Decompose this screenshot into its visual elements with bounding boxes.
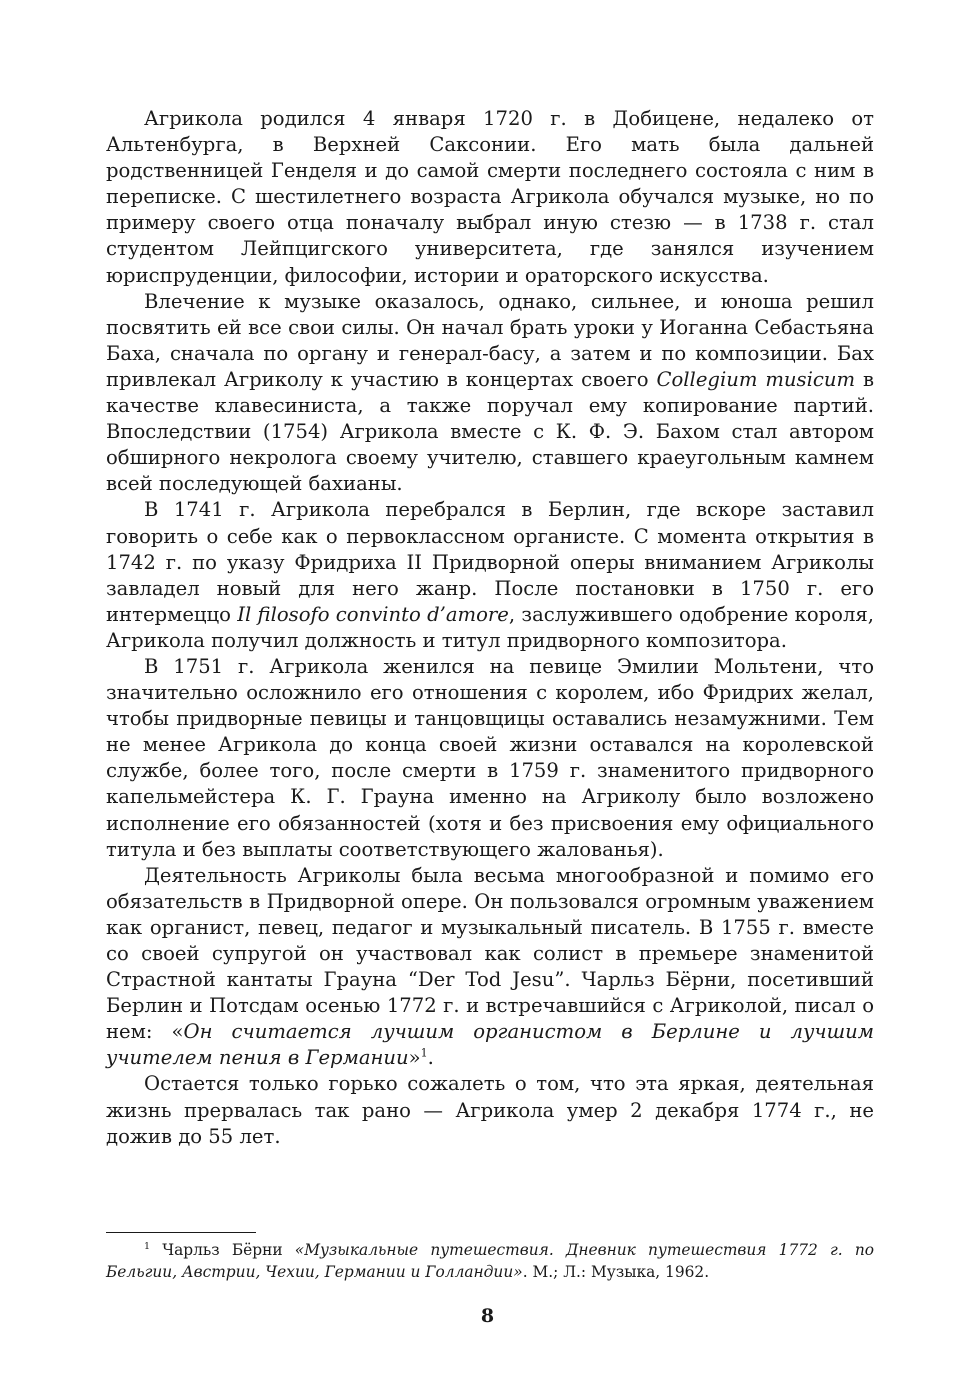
footnote-imprint: . М.; Л.: Музыка, 1962.: [522, 1262, 710, 1281]
p5-text-before: Деятельность Агриколы была весьма многообразной и помимо его обязательств в Придворной опере. Он пользовался огромным уважением как органист, певец, педагог и музыкальный писатель. В 1755 г. вместе со своей супругой он участвовал как солист в премьере знаменитой Страстной кантаты Грауна “Der Tod Jesu”. Чарльз Бёрни, посетивший Берлин и Потсдам осенью 1772 г. и встречавшийся с Агриколой, писал о нем: «: [106, 863, 874, 1044]
paragraph-marriage: В 1751 г. Агрикола женился на певице Эмилии Мольтени, что значительно осложнило его отношения с королем, ибо Фридрих желал, чтобы придворные певицы и танцовщицы оставались незамужними. Тем не менее Агрикола до конца своей жизни оставался на королевской службе, более того, после смерти в 1759 г. знаменитого придворного капельмейстера К. Г. Грауна именно на Агриколу было возложено исполнение его обязанностей (хотя и без присвоения ему официального титула и без выплаты соответствующего жалованья).: [106, 654, 874, 861]
p5-italic-quote: Он считается лучшим органистом в Берлине и лучшим учителем пения в Германии: [106, 1020, 875, 1070]
p3-text-after: , заслужившего одобрение короля, Агрикола получил должность и титул придворного композитора.: [106, 602, 874, 652]
paragraph-berlin: [106, 497, 874, 654]
paragraph-death: Остается только горько сожалеть о том, что эта яркая, деятельная жизнь прервалась так рано — Агрикола умер 2 декабря 1774 г., не дожив до 55 лет.: [106, 1072, 874, 1148]
paragraph-activities: [106, 863, 874, 1072]
p2-italic-title: Collegium musicum: [656, 367, 856, 391]
page-number: 8: [480, 1305, 495, 1327]
footnote-marker: 1: [144, 1240, 151, 1252]
p2-text-after: в качестве клавесиниста, а также поручал ему копирование партий. Впоследствии (1754) Агрикола вместе с К. Ф. Э. Бахом стал автором обширного некролога своему учителю, ставшего краеугольным камнем всей последующей бахианы.: [106, 367, 874, 496]
main-text: [106, 106, 874, 1150]
footnote-author: Чарльз Бёрни: [150, 1241, 295, 1259]
p5-text-after: »: [408, 1046, 421, 1070]
footnote-title: «Музыкальные путешествия. Дневник путешествия 1772 г. по Бельгии, Австрии, Чехии, Германии и Голландии»: [106, 1241, 874, 1281]
p2-text-before: Влечение к музыке оказалось, однако, сильнее, и юноша решил посвятить ей все свои силы. Он начал брать уроки у Иоганна Себастьяна Баха, сначала по органу и генерал-басу, а затем и по композиции. Бах привлекал Агриколу к участию в концертах своего: [106, 289, 874, 391]
footnote-divider: [106, 1232, 256, 1233]
p3-text-before: В 1741 г. Агрикола перебрался в Берлин, где вскоре заставил говорить о себе как о первоклассном органисте. С момента открытия в 1742 г. по указу Фридриха II Придворной оперы вниманием Агриколы завладел новый для него жанр. После постановки в 1750 г. его интермеццо: [106, 498, 874, 626]
footnote: [106, 1240, 874, 1283]
footnote-reference[interactable]: 1: [420, 1046, 428, 1060]
p3-italic-title: Il filosofo convinto d’amore: [237, 602, 509, 626]
p5-text-end: .: [427, 1046, 434, 1070]
paragraph-bach-studies: [106, 289, 874, 498]
paragraph-birth: Агрикола родился 4 января 1720 г. в Добицене, недалеко от Альтенбурга, в Верхней Саксонии. Его мать была дальней родственницей Генделя и до самой смерти последнего состояла с ним в переписке. С шестилетнего возраста Агрикола обучался музыке, но по примеру своего отца поначалу выбрал иную стезю — в 1738 г. стал студентом Лейпцигского университета, где занялся изучением юриспруденции, философии, истории и ораторского искусства.: [106, 107, 874, 287]
